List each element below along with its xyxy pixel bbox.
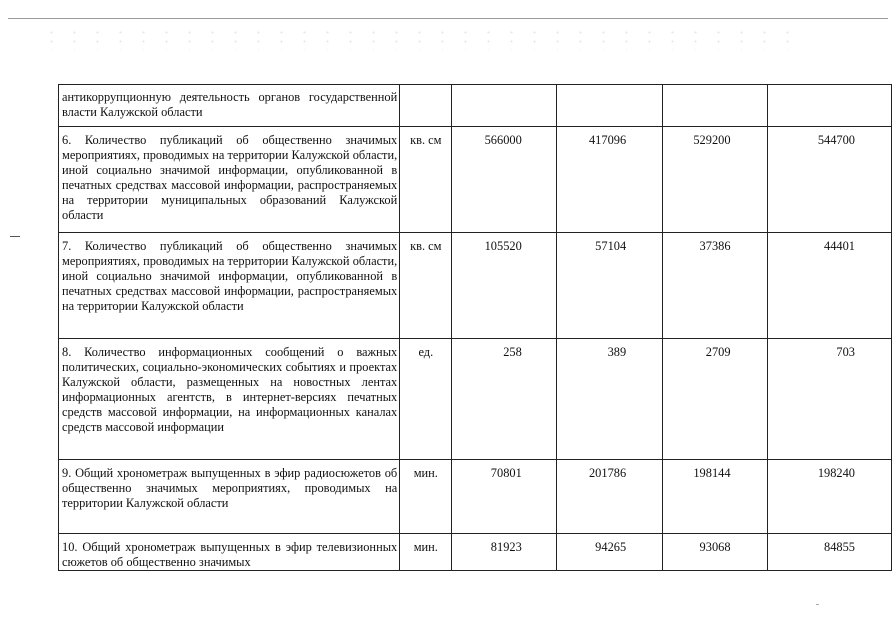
unit-cell: мин. [400,534,452,571]
value-cell: 566000 [452,127,556,233]
indicator-description: 10. Общий хронометраж выпущенных в эфир телевизионных сюжетов об общественно значимых [59,534,400,571]
value-cell: 201786 [556,460,662,534]
value-cell: 2709 [663,339,767,460]
value-cell: 198144 [663,460,767,534]
scan-artifact [40,28,800,50]
value-cell: 544700 [767,127,891,233]
value-cell: 44401 [767,233,891,339]
indicator-description: 6. Количество публикаций об общественно значимых мероприятиях, проводимых на территории Калужской области, иной социально значимой информации, опубликованной в печатных средствах массовой информации, распространяемых на территории муниципальных образований Калужской области [59,127,400,233]
value-cell: 57104 [556,233,662,339]
indicator-description: 7. Количество публикаций об общественно значимых мероприятиях, проводимых на территории Калужской области, иной социально значимой информации, опубликованной в печатных средствах массовой информации, распространяемых на территории Калужской области [59,233,400,339]
indicator-description: антикоррупционную деятельность органов государственной власти Калужской области [59,85,400,127]
value-cell [767,85,891,127]
value-cell: 81923 [452,534,556,571]
unit-cell: мин. [400,460,452,534]
table-row [59,534,892,571]
unit-cell: ед. [400,339,452,460]
indicators-table [58,84,892,571]
page-top-rule [8,18,888,19]
table-row [59,339,892,460]
unit-cell [400,85,452,127]
table-row [59,233,892,339]
table-row [59,85,892,127]
value-cell [452,85,556,127]
value-cell: 84855 [767,534,891,571]
value-cell: 703 [767,339,891,460]
scan-artifact-dot [816,604,819,605]
value-cell: 93068 [663,534,767,571]
value-cell: 105520 [452,233,556,339]
margin-mark [10,236,20,237]
value-cell: 94265 [556,534,662,571]
indicator-description: 8. Количество информационных сообщений о важных политических, социально-экономических событиях и проектах Калужской области, размещенных на новостных лентах информационных агентств, в интернет-версиях печатных средств массовой информации, на информационных каналах средств массовой информации [59,339,400,460]
value-cell: 198240 [767,460,891,534]
value-cell: 529200 [663,127,767,233]
indicator-description: 9. Общий хронометраж выпущенных в эфир радиосюжетов об общественно значимых мероприятиях, проводимых на территории Калужской области [59,460,400,534]
table-row [59,460,892,534]
value-cell: 389 [556,339,662,460]
table-row [59,127,892,233]
value-cell [556,85,662,127]
value-cell: 417096 [556,127,662,233]
value-cell: 70801 [452,460,556,534]
unit-cell: кв. см [400,233,452,339]
value-cell: 37386 [663,233,767,339]
unit-cell: кв. см [400,127,452,233]
value-cell [663,85,767,127]
value-cell: 258 [452,339,556,460]
